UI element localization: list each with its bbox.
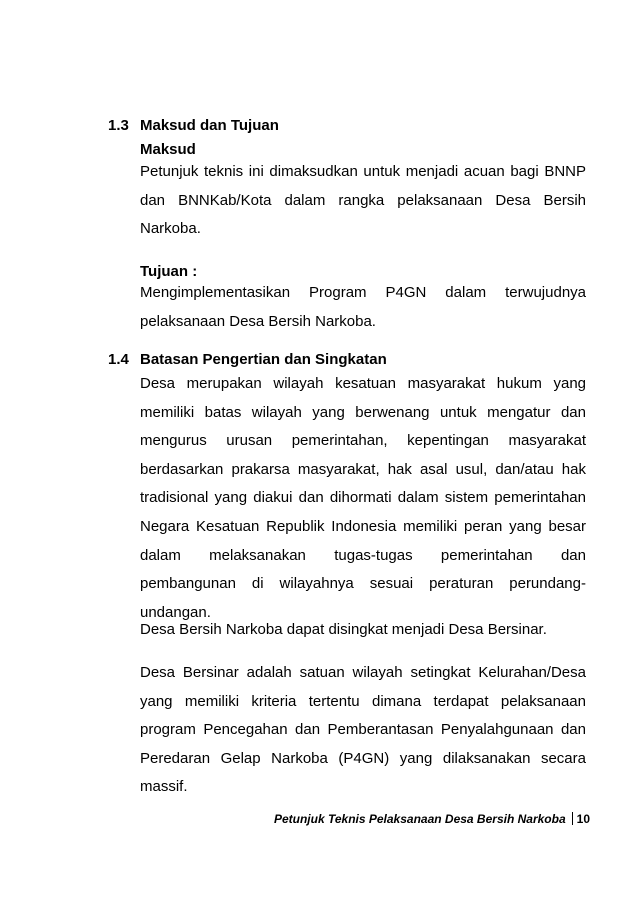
paragraph-desa-definition: Desa merupakan wilayah kesatuan masyarakat hukum yang memiliki batas wilayah yang berwenang untuk mengatur dan mengurus urusan pemerintahan, kepentingan masyarakat berdasarkan prakarsa masyarakat, hak asal usul, dan/atau hak tradisional yang diakui dan dihormati dalam sistem pemerintahan Negara Kesatuan Republik Indonesia memiliki peran yang besar dalam melaksanakan tugas-tugas pemerintahan dan pembangunan di wilayahnya sesuai peraturan perundang-undangan. [140, 375, 586, 621]
page-footer [274, 811, 590, 827]
paragraph-maksud: Petunjuk teknis ini dimaksudkan untuk menjadi acuan bagi BNNP dan BNNKab/Kota dalam rangka pelaksanaan Desa Bersih Narkoba. [140, 163, 586, 238]
paragraph-tujuan: Mengimplementasikan Program P4GN dalam terwujudnya pelaksanaan Desa Bersih Narkoba. [140, 284, 586, 330]
section-title: Batasan Pengertian dan Singkatan [140, 351, 387, 368]
section-heading-1-4 [108, 350, 387, 370]
section-number: 1.3 [108, 117, 129, 134]
footer-title: Petunjuk Teknis Pelaksanaan Desa Bersih Narkoba [273, 812, 566, 826]
paragraph-desa-bersinar-definition: Desa Bersinar adalah satuan wilayah setingkat Kelurahan/Desa yang memiliki kriteria tertentu dimana terdapat pelaksanaan program Pencegahan dan Pemberantasan Penyalahgunaan dan Peredaran Gelap Narkoba (P4GN) yang dilaksanakan secara massif. [140, 664, 586, 796]
section-title: Maksud dan Tujuan [140, 117, 279, 134]
section-number: 1.4 [108, 351, 129, 368]
page-number: 10 [576, 812, 590, 826]
subheading-maksud: Maksud [140, 141, 196, 158]
footer-separator [572, 812, 573, 825]
section-heading-1-3 [108, 116, 279, 136]
paragraph-desa-bersinar-abbrev: Desa Bersih Narkoba dapat disingkat menjadi Desa Bersinar. [140, 621, 547, 638]
subheading-tujuan: Tujuan : [140, 263, 198, 280]
